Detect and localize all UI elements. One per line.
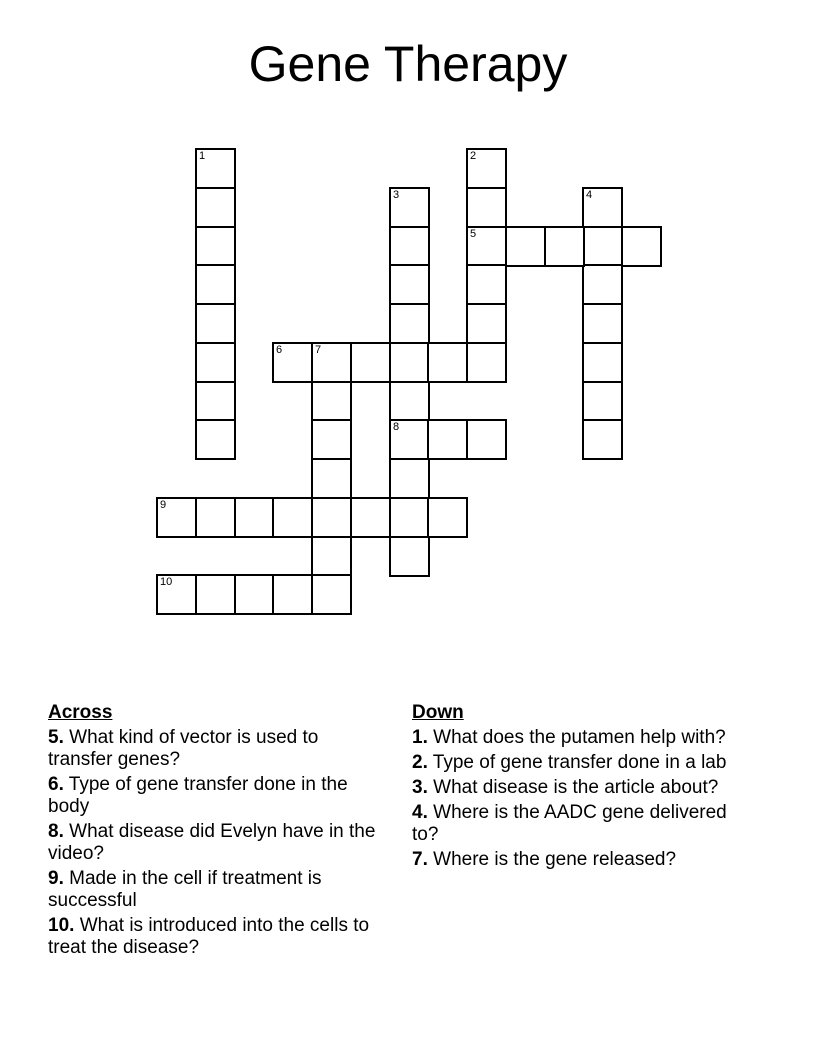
clue-text: What disease is the article about?	[427, 777, 719, 798]
grid-cell[interactable]	[466, 226, 507, 267]
grid-cell[interactable]	[466, 342, 507, 383]
clue-text: What does the putamen help with?	[427, 727, 726, 748]
clue-number-label: 7	[315, 344, 322, 356]
grid-cell[interactable]	[582, 187, 623, 228]
grid-cell[interactable]	[234, 497, 275, 538]
grid-cell[interactable]	[466, 187, 507, 228]
clue-down-4	[412, 802, 752, 846]
grid-cell[interactable]	[195, 303, 236, 344]
grid-cell[interactable]	[389, 342, 430, 383]
grid-cell[interactable]	[311, 342, 352, 383]
grid-cell[interactable]	[234, 574, 275, 615]
clue-number-label: 8	[393, 421, 400, 433]
grid-cell[interactable]	[505, 226, 546, 267]
grid-cell[interactable]	[195, 226, 236, 267]
clue-number-label: 2	[470, 150, 477, 162]
grid-cell[interactable]	[311, 458, 352, 499]
down-clues	[412, 702, 752, 874]
grid-cell[interactable]	[427, 419, 468, 460]
clue-number-label: 6	[276, 344, 283, 356]
clue-number-label: 5	[470, 228, 477, 240]
clue-number: 10.	[48, 915, 75, 936]
grid-cell[interactable]	[272, 497, 313, 538]
clue-number: 2.	[412, 752, 428, 773]
clue-number-label: 4	[586, 189, 593, 201]
grid-cell[interactable]	[466, 419, 507, 460]
clue-number-label: 1	[199, 150, 206, 162]
grid-cell[interactable]	[582, 342, 623, 383]
clue-across-6	[48, 774, 378, 818]
clue-down-3	[412, 777, 752, 799]
clue-number-label: 3	[393, 189, 400, 201]
across-clues	[48, 702, 378, 962]
grid-cell[interactable]	[195, 574, 236, 615]
grid-cell[interactable]	[195, 148, 236, 189]
grid-cell[interactable]	[389, 536, 430, 577]
grid-cell[interactable]	[156, 497, 197, 538]
grid-cell[interactable]	[195, 342, 236, 383]
clue-text: What kind of vector is used to transfer genes?	[48, 727, 319, 770]
clue-number-label: 9	[160, 499, 167, 511]
grid-cell[interactable]	[311, 574, 352, 615]
grid-cell[interactable]	[466, 148, 507, 189]
grid-cell[interactable]	[195, 187, 236, 228]
clue-text: Type of gene transfer done in a lab	[427, 752, 727, 773]
clue-down-2	[412, 752, 752, 774]
grid-cell[interactable]	[272, 574, 313, 615]
grid-cell[interactable]	[389, 497, 430, 538]
grid-cell[interactable]	[195, 381, 236, 422]
clue-number: 7.	[412, 849, 428, 870]
clue-text: What disease did Evelyn have in the video?	[48, 821, 376, 864]
grid-cell[interactable]	[582, 264, 623, 305]
clue-number: 3.	[412, 777, 428, 798]
grid-cell[interactable]	[389, 226, 430, 267]
clue-number: 8.	[48, 821, 64, 842]
grid-cell[interactable]	[350, 342, 391, 383]
clue-across-5	[48, 727, 378, 771]
clue-number: 6.	[48, 774, 64, 795]
down-heading: Down	[412, 702, 464, 723]
clue-text: Where is the gene released?	[427, 849, 677, 870]
grid-cell[interactable]	[466, 303, 507, 344]
clue-number: 5.	[48, 727, 64, 748]
grid-cell[interactable]	[582, 303, 623, 344]
grid-cell[interactable]	[311, 419, 352, 460]
grid-cell[interactable]	[389, 264, 430, 305]
clue-number: 1.	[412, 727, 428, 748]
grid-cell[interactable]	[195, 264, 236, 305]
clue-across-8	[48, 821, 378, 865]
clue-across-10	[48, 915, 378, 959]
grid-cell[interactable]	[389, 458, 430, 499]
clue-text: Type of gene transfer done in the body	[48, 774, 348, 817]
grid-cell[interactable]	[466, 264, 507, 305]
grid-cell[interactable]	[311, 497, 352, 538]
grid-cell[interactable]	[389, 419, 430, 460]
grid-cell[interactable]	[389, 187, 430, 228]
grid-cell[interactable]	[350, 497, 391, 538]
grid-cell[interactable]	[195, 419, 236, 460]
grid-cell[interactable]	[427, 342, 468, 383]
grid-cell[interactable]	[195, 497, 236, 538]
grid-cell[interactable]	[156, 574, 197, 615]
clue-number-label: 10	[160, 576, 173, 588]
page-title: Gene Therapy	[248, 36, 568, 92]
grid-cell[interactable]	[582, 226, 623, 267]
clue-down-1	[412, 727, 752, 749]
grid-cell[interactable]	[311, 536, 352, 577]
clue-text: Where is the AADC gene delivered to?	[412, 802, 727, 845]
grid-cell[interactable]	[272, 342, 313, 383]
grid-cell[interactable]	[582, 419, 623, 460]
across-heading: Across	[48, 702, 113, 723]
clue-text: Made in the cell if treatment is successful	[48, 868, 322, 911]
clue-down-7	[412, 849, 752, 871]
clue-number: 4.	[412, 802, 428, 823]
grid-cell[interactable]	[544, 226, 585, 267]
grid-cell[interactable]	[582, 381, 623, 422]
grid-cell[interactable]	[389, 303, 430, 344]
grid-cell[interactable]	[389, 381, 430, 422]
grid-cell[interactable]	[311, 381, 352, 422]
clue-number: 9.	[48, 868, 64, 889]
grid-cell[interactable]	[427, 497, 468, 538]
clue-across-9	[48, 868, 378, 912]
grid-cell[interactable]	[621, 226, 662, 267]
clue-text: What is introduced into the cells to treat the disease?	[48, 915, 370, 958]
